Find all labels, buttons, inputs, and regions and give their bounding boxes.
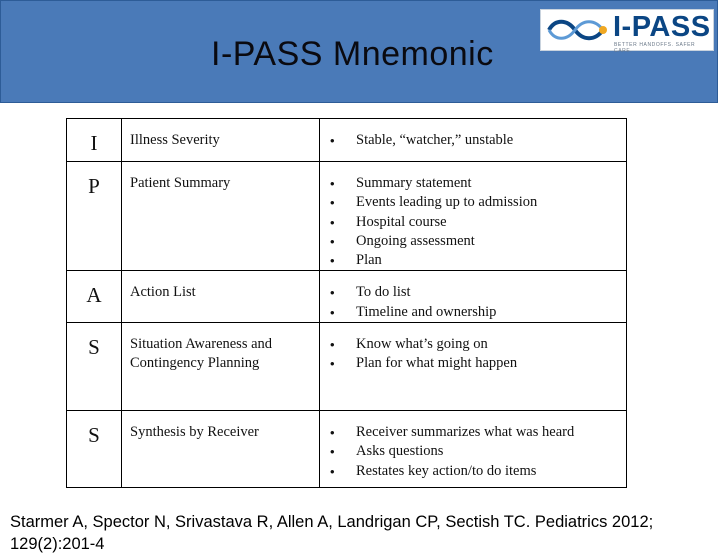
row-details: [320, 162, 627, 271]
list-item: • Receiver summarizes what was heard: [330, 423, 618, 442]
header-banner: [0, 0, 718, 103]
list-item: • Events leading up to admission: [330, 193, 618, 212]
row-term: Situation Awareness and Contingency Planning: [122, 323, 320, 411]
ipass-logo: [540, 9, 714, 54]
row-letter: S: [67, 411, 122, 488]
citation: [10, 511, 716, 555]
table-row: [67, 162, 627, 271]
row-details: [320, 271, 627, 323]
row-term: Synthesis by Receiver: [122, 411, 320, 488]
list-item: • Timeline and ownership: [330, 303, 618, 322]
ipass-table: [66, 118, 627, 488]
list-item: • Plan: [330, 251, 618, 270]
ipass-swoosh-icon: [545, 15, 609, 45]
row-letter: I: [67, 119, 122, 162]
row-details: [320, 119, 627, 162]
row-letter: P: [67, 162, 122, 271]
list-item: • Stable, “watcher,” unstable: [330, 131, 618, 150]
citation-line-1: Starmer A, Spector N, Srivastava R, Allen A, Landrigan CP, Sectish TC. Pediatrics 2012;: [10, 513, 654, 531]
slide-title: I-PASS Mnemonic: [211, 35, 494, 73]
row-letter: S: [67, 323, 122, 411]
list-item: • To do list: [330, 283, 618, 302]
list-item: • Asks questions: [330, 442, 618, 461]
table-row: [67, 411, 627, 488]
row-letter: A: [67, 271, 122, 323]
list-item: • Hospital course: [330, 213, 618, 232]
row-details: [320, 323, 627, 411]
row-term: Action List: [122, 271, 320, 323]
list-item: • Plan for what might happen: [330, 354, 618, 373]
list-item: • Restates key action/to do items: [330, 462, 618, 481]
citation-line-2: 129(2):201-4: [10, 535, 105, 553]
row-details: [320, 411, 627, 488]
list-item: • Know what’s going on: [330, 335, 618, 354]
row-term: Illness Severity: [122, 119, 320, 162]
list-item: • Summary statement: [330, 174, 618, 193]
logo-wordmark: I-PASS: [613, 11, 711, 43]
table-row: [67, 119, 627, 162]
table-row: [67, 323, 627, 411]
table-row: [67, 271, 627, 323]
logo-tagline: BETTER HANDOFFS. SAFER CARE.: [614, 42, 696, 54]
row-term: Patient Summary: [122, 162, 320, 271]
list-item: • Ongoing assessment: [330, 232, 618, 251]
